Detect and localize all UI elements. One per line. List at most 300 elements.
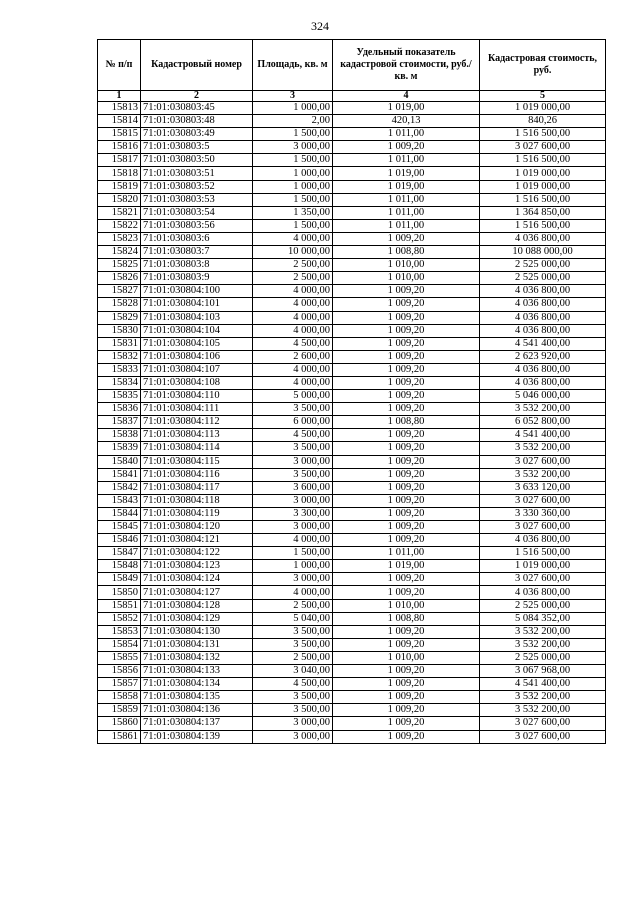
area-cell: 5 000,00	[253, 390, 333, 403]
area-cell: 2 500,00	[253, 259, 333, 272]
table-row	[98, 206, 606, 219]
table-header	[98, 40, 606, 102]
row-number-cell: 15851	[98, 599, 141, 612]
cadastral-number-cell: 71:01:030803:8	[141, 259, 253, 272]
table-row	[98, 259, 606, 272]
table-row	[98, 298, 606, 311]
unit-value-cell: 1 010,00	[333, 259, 480, 272]
area-cell: 1 000,00	[253, 180, 333, 193]
unit-value-cell: 1 019,00	[333, 560, 480, 573]
cadastral-number-cell: 71:01:030804:129	[141, 612, 253, 625]
row-number-cell: 15848	[98, 560, 141, 573]
cadastral-number-cell: 71:01:030804:115	[141, 455, 253, 468]
cadastral-number-cell: 71:01:030804:107	[141, 363, 253, 376]
area-cell: 6 000,00	[253, 416, 333, 429]
table-row	[98, 285, 606, 298]
table-row	[98, 193, 606, 206]
cadastral-number-cell: 71:01:030804:105	[141, 337, 253, 350]
unit-value-cell: 1 009,20	[333, 298, 480, 311]
cadastral-value-cell: 4 541 400,00	[480, 429, 606, 442]
cadastral-number-cell: 71:01:030804:127	[141, 586, 253, 599]
cadastral-number-cell: 71:01:030804:124	[141, 573, 253, 586]
cadastral-value-cell: 5 084 352,00	[480, 612, 606, 625]
cadastral-value-cell: 4 541 400,00	[480, 678, 606, 691]
table-row	[98, 507, 606, 520]
cadastral-number-cell: 71:01:030804:114	[141, 442, 253, 455]
unit-value-cell: 1 009,20	[333, 704, 480, 717]
table-row	[98, 128, 606, 141]
column-number: 5	[480, 91, 606, 102]
unit-value-cell: 1 010,00	[333, 651, 480, 664]
area-cell: 2,00	[253, 115, 333, 128]
row-number-cell: 15829	[98, 311, 141, 324]
row-number-cell: 15816	[98, 141, 141, 154]
area-cell: 4 000,00	[253, 298, 333, 311]
cadastral-value-cell: 840,26	[480, 115, 606, 128]
cadastral-number-cell: 71:01:030803:48	[141, 115, 253, 128]
cadastral-number-cell: 71:01:030804:132	[141, 651, 253, 664]
cadastral-value-cell: 10 088 000,00	[480, 246, 606, 259]
cadastral-number-cell: 71:01:030804:113	[141, 429, 253, 442]
row-number-cell: 15861	[98, 730, 141, 743]
cadastral-value-cell: 3 067 968,00	[480, 665, 606, 678]
cadastral-number-cell: 71:01:030804:123	[141, 560, 253, 573]
page-number: 324	[311, 19, 329, 33]
row-number-cell: 15815	[98, 128, 141, 141]
row-number-cell: 15836	[98, 403, 141, 416]
cadastral-number-cell: 71:01:030804:135	[141, 691, 253, 704]
row-number-cell: 15858	[98, 691, 141, 704]
row-number-cell: 15860	[98, 717, 141, 730]
table-row	[98, 494, 606, 507]
cadastral-value-cell: 4 036 800,00	[480, 324, 606, 337]
table-row	[98, 246, 606, 259]
cadastral-value-cell: 2 525 000,00	[480, 599, 606, 612]
unit-value-cell: 1 009,20	[333, 494, 480, 507]
row-number-cell: 15833	[98, 363, 141, 376]
cadastral-value-cell: 1 019 000,00	[480, 180, 606, 193]
unit-value-cell: 1 011,00	[333, 206, 480, 219]
cadastral-value-cell: 1 019 000,00	[480, 560, 606, 573]
table-row	[98, 376, 606, 389]
cadastral-value-cell: 1 516 500,00	[480, 547, 606, 560]
cadastral-value-cell: 3 027 600,00	[480, 141, 606, 154]
area-cell: 1 500,00	[253, 154, 333, 167]
area-cell: 3 500,00	[253, 625, 333, 638]
unit-value-cell: 1 009,20	[333, 534, 480, 547]
cadastral-value-cell: 4 036 800,00	[480, 376, 606, 389]
cadastral-value-cell: 2 525 000,00	[480, 272, 606, 285]
row-number-cell: 15814	[98, 115, 141, 128]
area-cell: 2 500,00	[253, 272, 333, 285]
cadastral-number-cell: 71:01:030804:119	[141, 507, 253, 520]
cadastral-number-cell: 71:01:030803:49	[141, 128, 253, 141]
cadastral-number-cell: 71:01:030804:110	[141, 390, 253, 403]
row-number-cell: 15824	[98, 246, 141, 259]
unit-value-cell: 1 009,20	[333, 638, 480, 651]
unit-value-cell: 1 010,00	[333, 272, 480, 285]
cadastral-value-cell: 4 036 800,00	[480, 586, 606, 599]
row-number-cell: 15821	[98, 206, 141, 219]
table-row	[98, 691, 606, 704]
row-number-cell: 15849	[98, 573, 141, 586]
row-number-cell: 15853	[98, 625, 141, 638]
table-row	[98, 638, 606, 651]
cadastral-number-cell: 71:01:030804:133	[141, 665, 253, 678]
area-cell: 1 000,00	[253, 167, 333, 180]
cadastral-value-cell: 1 516 500,00	[480, 128, 606, 141]
cadastral-value-cell: 4 036 800,00	[480, 285, 606, 298]
cadastral-value-cell: 3 027 600,00	[480, 717, 606, 730]
area-cell: 3 040,00	[253, 665, 333, 678]
table-row	[98, 167, 606, 180]
row-number-cell: 15854	[98, 638, 141, 651]
row-number-cell: 15838	[98, 429, 141, 442]
cadastral-number-cell: 71:01:030803:51	[141, 167, 253, 180]
unit-value-cell: 1 009,20	[333, 678, 480, 691]
area-cell: 3 500,00	[253, 468, 333, 481]
area-cell: 1 500,00	[253, 193, 333, 206]
row-number-cell: 15844	[98, 507, 141, 520]
cadastral-value-cell: 3 027 600,00	[480, 730, 606, 743]
table-row	[98, 573, 606, 586]
unit-value-cell: 1 008,80	[333, 246, 480, 259]
table-row	[98, 651, 606, 664]
cadastral-value-cell: 1 019 000,00	[480, 167, 606, 180]
area-cell: 1 500,00	[253, 547, 333, 560]
cadastral-value-cell: 1 516 500,00	[480, 219, 606, 232]
row-number-cell: 15856	[98, 665, 141, 678]
unit-value-cell: 1 019,00	[333, 180, 480, 193]
row-number-cell: 15831	[98, 337, 141, 350]
unit-value-cell: 1 009,20	[333, 390, 480, 403]
unit-value-cell: 1 009,20	[333, 311, 480, 324]
cadastral-number-cell: 71:01:030803:45	[141, 102, 253, 115]
column-number: 3	[253, 91, 333, 102]
row-number-cell: 15842	[98, 481, 141, 494]
cadastral-value-cell: 2 623 920,00	[480, 350, 606, 363]
cadastral-number-cell: 71:01:030804:128	[141, 599, 253, 612]
unit-value-cell: 1 009,20	[333, 376, 480, 389]
cadastral-number-cell: 71:01:030804:108	[141, 376, 253, 389]
table-row	[98, 717, 606, 730]
cadastral-number-cell: 71:01:030804:103	[141, 311, 253, 324]
cadastral-number-cell: 71:01:030803:6	[141, 232, 253, 245]
unit-value-cell: 1 009,20	[333, 665, 480, 678]
unit-value-cell: 1 010,00	[333, 599, 480, 612]
table-row	[98, 416, 606, 429]
cadastral-number-cell: 71:01:030804:136	[141, 704, 253, 717]
cadastral-number-cell: 71:01:030804:106	[141, 350, 253, 363]
cadastral-number-cell: 71:01:030804:104	[141, 324, 253, 337]
cadastral-value-cell: 1 516 500,00	[480, 154, 606, 167]
cadastral-number-cell: 71:01:030803:54	[141, 206, 253, 219]
cadastral-number-cell: 71:01:030803:5	[141, 141, 253, 154]
area-cell: 3 300,00	[253, 507, 333, 520]
cadastral-number-cell: 71:01:030804:117	[141, 481, 253, 494]
area-cell: 3 500,00	[253, 638, 333, 651]
area-cell: 4 000,00	[253, 311, 333, 324]
table-row	[98, 455, 606, 468]
unit-value-cell: 1 009,20	[333, 481, 480, 494]
area-cell: 4 000,00	[253, 285, 333, 298]
area-cell: 3 600,00	[253, 481, 333, 494]
cadastral-number-cell: 71:01:030804:134	[141, 678, 253, 691]
cadastral-number-cell: 71:01:030804:130	[141, 625, 253, 638]
row-number-cell: 15822	[98, 219, 141, 232]
table-row	[98, 337, 606, 350]
area-cell: 4 000,00	[253, 376, 333, 389]
unit-value-cell: 1 009,20	[333, 717, 480, 730]
unit-value-cell: 1 009,20	[333, 691, 480, 704]
cadastral-value-table	[97, 39, 606, 744]
row-number-cell: 15852	[98, 612, 141, 625]
unit-value-cell: 1 009,20	[333, 350, 480, 363]
unit-value-cell: 1 011,00	[333, 219, 480, 232]
cadastral-number-cell: 71:01:030804:111	[141, 403, 253, 416]
table-row	[98, 665, 606, 678]
row-number-cell: 15817	[98, 154, 141, 167]
table-row	[98, 390, 606, 403]
area-cell: 1 000,00	[253, 102, 333, 115]
unit-value-cell: 1 009,20	[333, 232, 480, 245]
cadastral-value-cell: 3 532 200,00	[480, 403, 606, 416]
cadastral-number-cell: 71:01:030804:101	[141, 298, 253, 311]
unit-value-cell: 1 009,20	[333, 521, 480, 534]
row-number-cell: 15818	[98, 167, 141, 180]
cadastral-value-cell: 3 532 200,00	[480, 638, 606, 651]
area-cell: 5 040,00	[253, 612, 333, 625]
area-cell: 4 000,00	[253, 324, 333, 337]
header-cadastral-number: Кадастровый номер	[141, 40, 253, 91]
column-number-row	[98, 91, 606, 102]
area-cell: 4 500,00	[253, 337, 333, 350]
table-row	[98, 180, 606, 193]
row-number-cell: 15835	[98, 390, 141, 403]
area-cell: 4 000,00	[253, 363, 333, 376]
area-cell: 4 000,00	[253, 534, 333, 547]
area-cell: 1 000,00	[253, 560, 333, 573]
area-cell: 3 000,00	[253, 455, 333, 468]
cadastral-number-cell: 71:01:030804:122	[141, 547, 253, 560]
cadastral-value-cell: 3 027 600,00	[480, 455, 606, 468]
cadastral-value-cell: 3 532 200,00	[480, 468, 606, 481]
table-row	[98, 560, 606, 573]
unit-value-cell: 420,13	[333, 115, 480, 128]
row-number-cell: 15826	[98, 272, 141, 285]
row-number-cell: 15832	[98, 350, 141, 363]
area-cell: 4 500,00	[253, 678, 333, 691]
cadastral-number-cell: 71:01:030803:52	[141, 180, 253, 193]
cadastral-value-cell: 1 516 500,00	[480, 193, 606, 206]
unit-value-cell: 1 009,20	[333, 586, 480, 599]
table-row	[98, 272, 606, 285]
cadastral-number-cell: 71:01:030804:116	[141, 468, 253, 481]
cadastral-value-cell: 1 364 850,00	[480, 206, 606, 219]
cadastral-number-cell: 71:01:030803:9	[141, 272, 253, 285]
header-row-number: № п/п	[98, 40, 141, 91]
row-number-cell: 15830	[98, 324, 141, 337]
cadastral-value-cell: 4 036 800,00	[480, 232, 606, 245]
unit-value-cell: 1 009,20	[333, 507, 480, 520]
cadastral-value-cell: 3 633 120,00	[480, 481, 606, 494]
cadastral-value-cell: 3 027 600,00	[480, 573, 606, 586]
area-cell: 3 000,00	[253, 521, 333, 534]
unit-value-cell: 1 019,00	[333, 102, 480, 115]
column-number: 1	[98, 91, 141, 102]
area-cell: 1 500,00	[253, 128, 333, 141]
cadastral-value-cell: 1 019 000,00	[480, 102, 606, 115]
unit-value-cell: 1 009,20	[333, 363, 480, 376]
cadastral-number-cell: 71:01:030804:131	[141, 638, 253, 651]
table-row	[98, 481, 606, 494]
cadastral-number-cell: 71:01:030804:118	[141, 494, 253, 507]
cadastral-number-cell: 71:01:030804:112	[141, 416, 253, 429]
unit-value-cell: 1 009,20	[333, 730, 480, 743]
cadastral-value-cell: 6 052 800,00	[480, 416, 606, 429]
unit-value-cell: 1 011,00	[333, 128, 480, 141]
cadastral-number-cell: 71:01:030804:100	[141, 285, 253, 298]
area-cell: 4 000,00	[253, 586, 333, 599]
table-row	[98, 678, 606, 691]
row-number-cell: 15855	[98, 651, 141, 664]
table-row	[98, 599, 606, 612]
cadastral-value-cell: 4 541 400,00	[480, 337, 606, 350]
cadastral-value-cell: 3 330 360,00	[480, 507, 606, 520]
table-row	[98, 232, 606, 245]
cadastral-value-cell: 3 532 200,00	[480, 704, 606, 717]
table-row	[98, 429, 606, 442]
cadastral-value-cell: 4 036 800,00	[480, 363, 606, 376]
cadastral-number-cell: 71:01:030804:120	[141, 521, 253, 534]
row-number-cell: 15859	[98, 704, 141, 717]
row-number-cell: 15845	[98, 521, 141, 534]
area-cell: 3 000,00	[253, 141, 333, 154]
area-cell: 3 000,00	[253, 730, 333, 743]
cadastral-number-cell: 71:01:030804:121	[141, 534, 253, 547]
cadastral-number-cell: 71:01:030803:50	[141, 154, 253, 167]
row-number-cell: 15828	[98, 298, 141, 311]
area-cell: 3 000,00	[253, 573, 333, 586]
row-number-cell: 15841	[98, 468, 141, 481]
table-row	[98, 324, 606, 337]
unit-value-cell: 1 011,00	[333, 154, 480, 167]
header-cadastral-value: Кадастровая стоимость, руб.	[480, 40, 606, 91]
area-cell: 1 500,00	[253, 219, 333, 232]
row-number-cell: 15847	[98, 547, 141, 560]
table-row	[98, 154, 606, 167]
unit-value-cell: 1 008,80	[333, 612, 480, 625]
table-row	[98, 403, 606, 416]
unit-value-cell: 1 011,00	[333, 547, 480, 560]
unit-value-cell: 1 008,80	[333, 416, 480, 429]
table-row	[98, 586, 606, 599]
cadastral-value-cell: 5 046 000,00	[480, 390, 606, 403]
unit-value-cell: 1 009,20	[333, 455, 480, 468]
table-row	[98, 350, 606, 363]
cadastral-number-cell: 71:01:030803:56	[141, 219, 253, 232]
column-number: 2	[141, 91, 253, 102]
cadastral-number-cell: 71:01:030804:137	[141, 717, 253, 730]
table-row	[98, 730, 606, 743]
table-row	[98, 442, 606, 455]
unit-value-cell: 1 019,00	[333, 167, 480, 180]
cadastral-value-cell: 3 532 200,00	[480, 625, 606, 638]
row-number-cell: 15819	[98, 180, 141, 193]
area-cell: 4 500,00	[253, 429, 333, 442]
row-number-cell: 15834	[98, 376, 141, 389]
row-number-cell: 15846	[98, 534, 141, 547]
table-row	[98, 363, 606, 376]
table-row	[98, 468, 606, 481]
area-cell: 3 000,00	[253, 494, 333, 507]
row-number-cell: 15827	[98, 285, 141, 298]
cadastral-value-cell: 3 027 600,00	[480, 494, 606, 507]
cadastral-number-cell: 71:01:030803:7	[141, 246, 253, 259]
cadastral-value-cell: 3 532 200,00	[480, 442, 606, 455]
area-cell: 2 500,00	[253, 651, 333, 664]
unit-value-cell: 1 009,20	[333, 429, 480, 442]
table-row	[98, 102, 606, 115]
row-number-cell: 15857	[98, 678, 141, 691]
unit-value-cell: 1 009,20	[333, 285, 480, 298]
cadastral-value-cell: 2 525 000,00	[480, 651, 606, 664]
unit-value-cell: 1 009,20	[333, 625, 480, 638]
header-unit-value: Удельный показатель кадастровой стоимости, руб./кв. м	[333, 40, 480, 91]
cadastral-value-cell: 3 027 600,00	[480, 521, 606, 534]
table-body	[98, 102, 606, 744]
row-number-cell: 15813	[98, 102, 141, 115]
unit-value-cell: 1 009,20	[333, 573, 480, 586]
unit-value-cell: 1 009,20	[333, 324, 480, 337]
area-cell: 3 500,00	[253, 704, 333, 717]
table-row	[98, 311, 606, 324]
area-cell: 2 600,00	[253, 350, 333, 363]
row-number-cell: 15823	[98, 232, 141, 245]
header-area: Площадь, кв. м	[253, 40, 333, 91]
row-number-cell: 15840	[98, 455, 141, 468]
header-row	[98, 40, 606, 91]
row-number-cell: 15839	[98, 442, 141, 455]
unit-value-cell: 1 009,20	[333, 442, 480, 455]
area-cell: 2 500,00	[253, 599, 333, 612]
area-cell: 10 000,00	[253, 246, 333, 259]
area-cell: 3 500,00	[253, 442, 333, 455]
table-row	[98, 612, 606, 625]
row-number-cell: 15843	[98, 494, 141, 507]
area-cell: 3 500,00	[253, 403, 333, 416]
unit-value-cell: 1 009,20	[333, 337, 480, 350]
table-row	[98, 141, 606, 154]
cadastral-value-cell: 4 036 800,00	[480, 298, 606, 311]
unit-value-cell: 1 009,20	[333, 403, 480, 416]
table-row	[98, 625, 606, 638]
row-number-cell: 15825	[98, 259, 141, 272]
cadastral-value-cell: 3 532 200,00	[480, 691, 606, 704]
area-cell: 4 000,00	[253, 232, 333, 245]
area-cell: 3 000,00	[253, 717, 333, 730]
table-row	[98, 704, 606, 717]
cadastral-number-cell: 71:01:030803:53	[141, 193, 253, 206]
table-row	[98, 115, 606, 128]
row-number-cell: 15820	[98, 193, 141, 206]
table-row	[98, 219, 606, 232]
cadastral-value-cell: 4 036 800,00	[480, 311, 606, 324]
area-cell: 3 500,00	[253, 691, 333, 704]
column-number: 4	[333, 91, 480, 102]
table-row	[98, 547, 606, 560]
table-row	[98, 534, 606, 547]
